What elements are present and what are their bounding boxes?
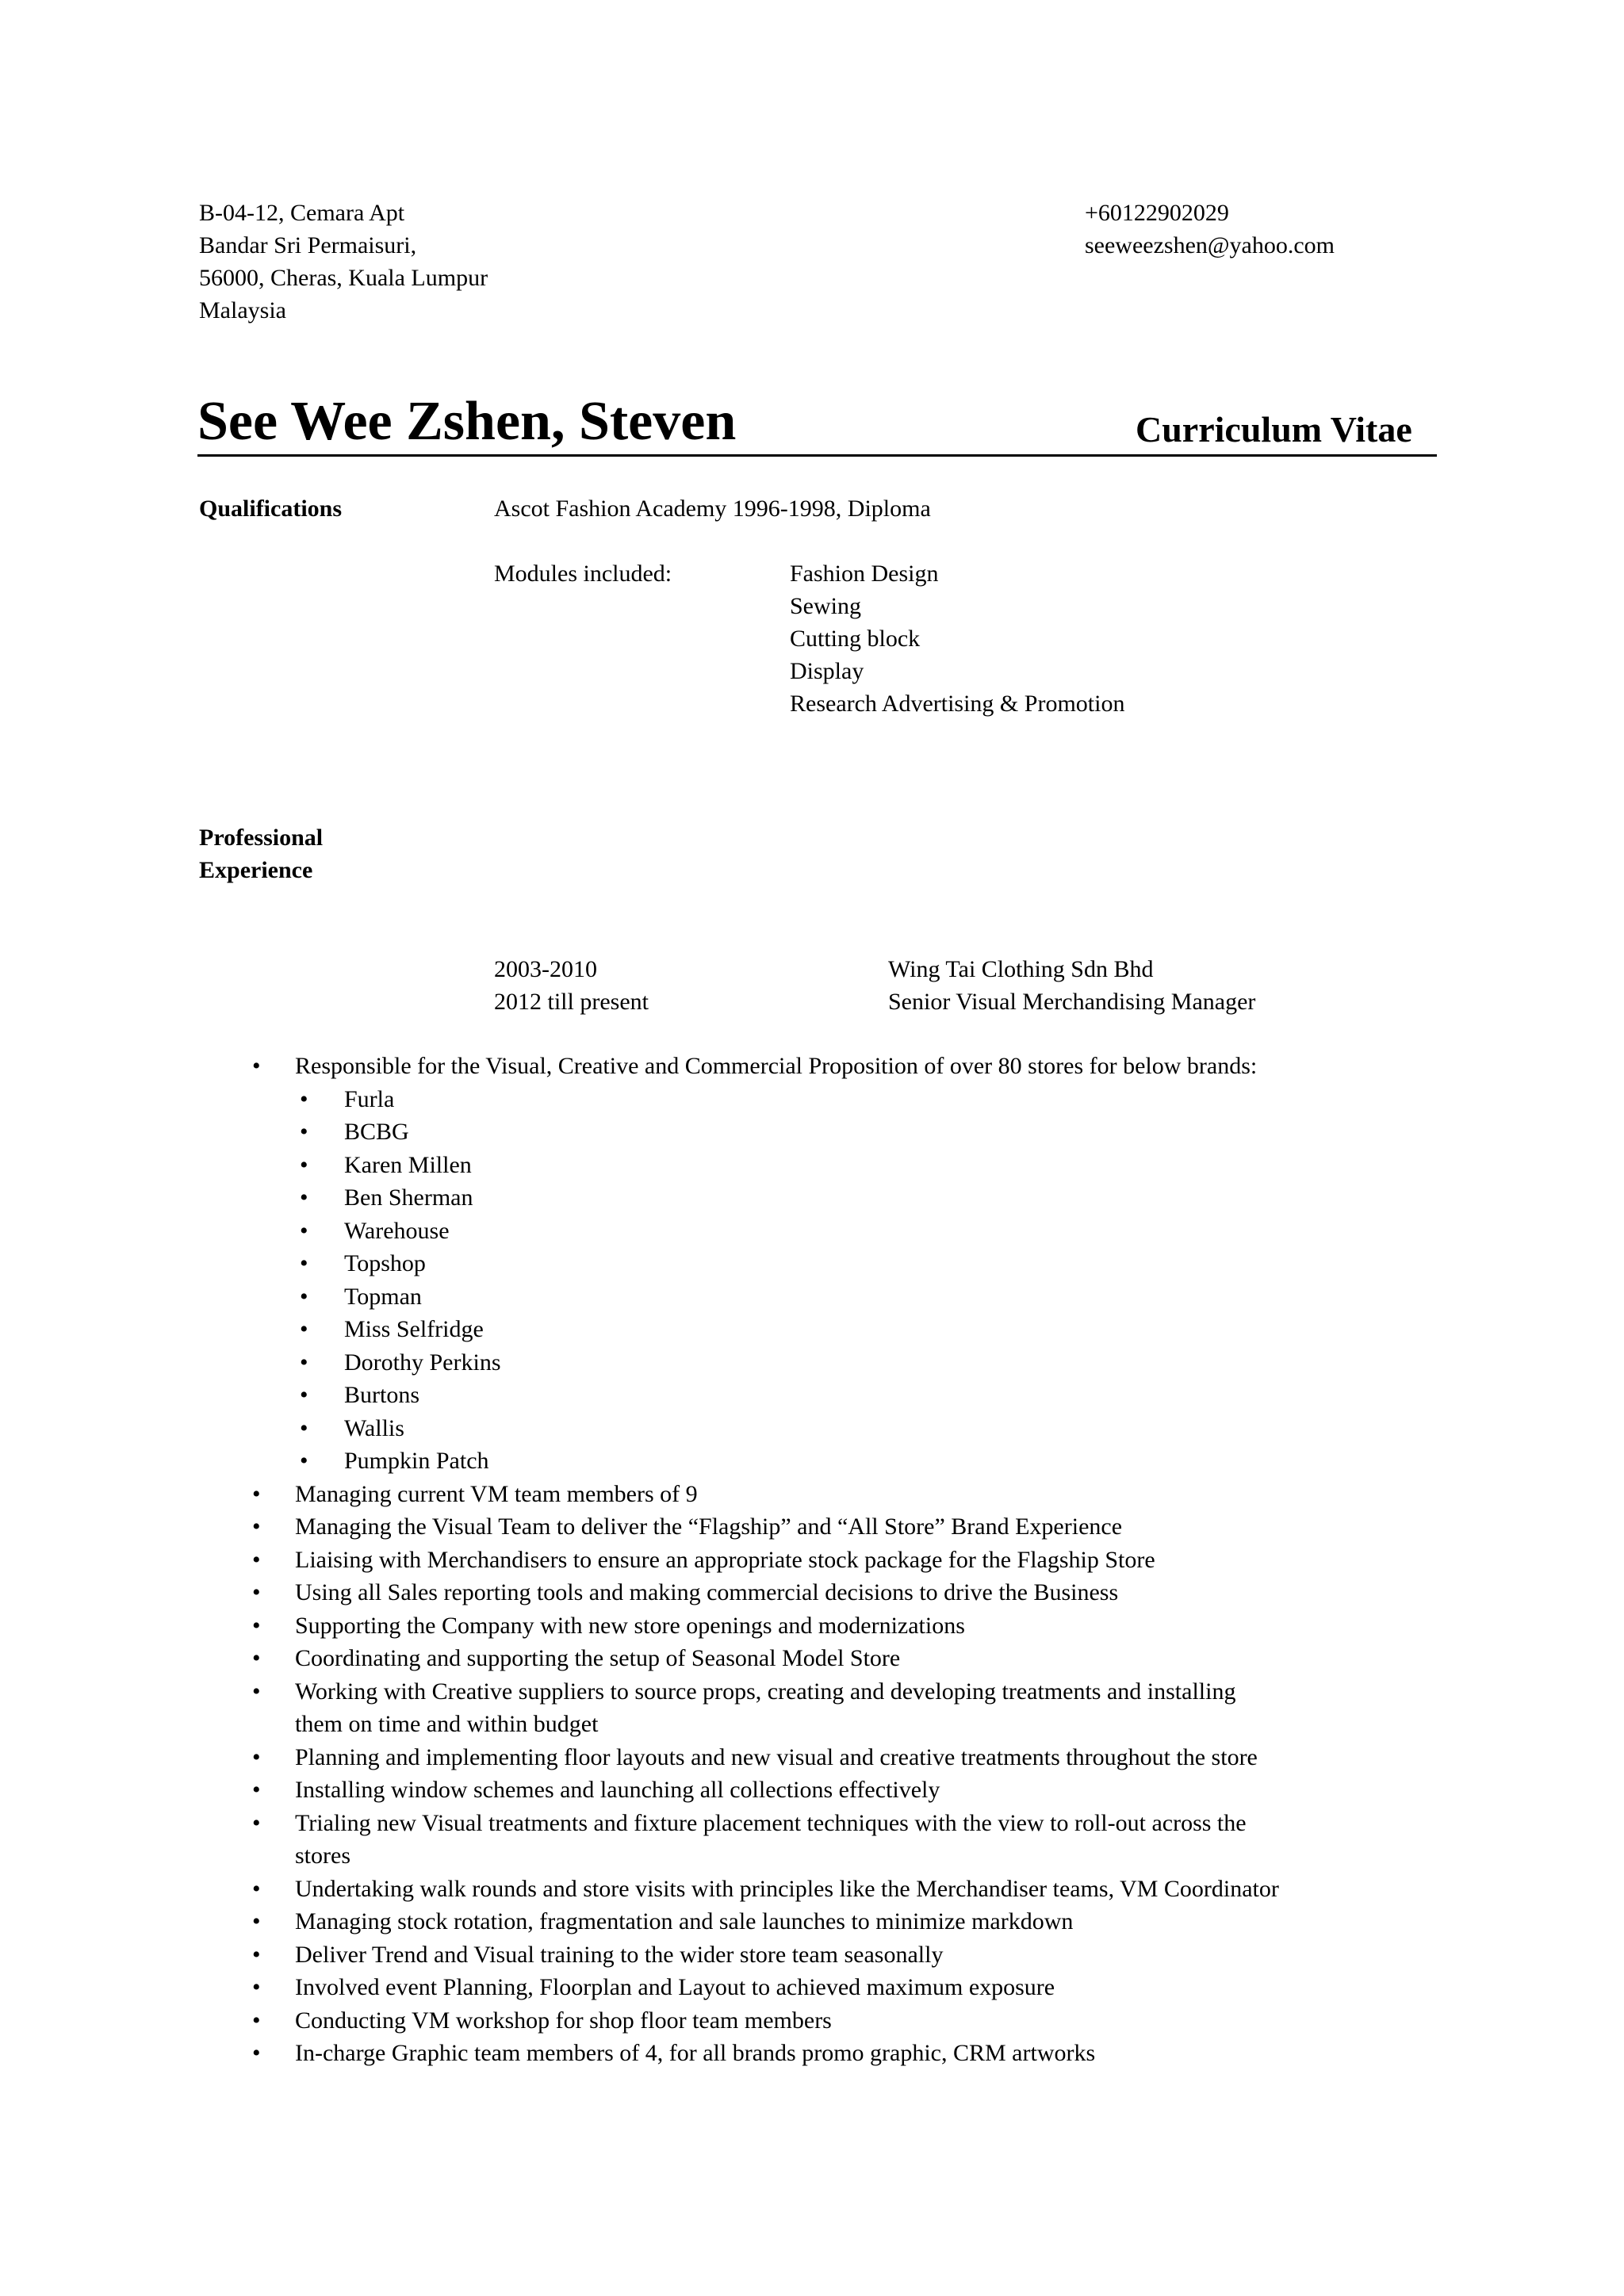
- bullet-text: Coordinating and supporting the setup of Seasonal Model Store: [295, 1645, 901, 1671]
- bullet-icon: •: [300, 1085, 308, 1112]
- bullet-icon: •: [300, 1250, 308, 1276]
- bullet-text: Topman: [344, 1283, 422, 1310]
- brand-list-item: [0, 1115, 1624, 1149]
- bullet-icon: •: [252, 2040, 261, 2066]
- responsibility-item: [0, 1510, 1624, 1544]
- responsibility-item: [0, 1609, 1624, 1643]
- bullet-icon: •: [252, 1678, 261, 1705]
- bullet-text: Pumpkin Patch: [344, 1448, 489, 1474]
- bullet-text: Working with Creative suppliers to source props, creating and developing treatments and installing: [295, 1678, 1236, 1705]
- bullet-icon: •: [300, 1184, 308, 1211]
- bullet-icon: •: [252, 1579, 261, 1605]
- bullet-text: Topshop: [344, 1250, 426, 1276]
- responsibility-item: [0, 1873, 1624, 1906]
- responsibility-item: [0, 1642, 1624, 1675]
- bullet-icon: •: [300, 1316, 308, 1342]
- phone-number: +60122902029: [1085, 200, 1229, 226]
- bullet-icon: •: [300, 1382, 308, 1408]
- brand-list-item: [0, 1083, 1624, 1116]
- bullet-icon: •: [252, 1743, 261, 1770]
- bullet-icon: •: [300, 1448, 308, 1474]
- responsibility-item: [0, 1971, 1624, 2004]
- experience-heading-line-1: Professional: [199, 825, 324, 851]
- module-item: Display: [790, 658, 864, 684]
- qualification-entry: Ascot Fashion Academy 1996-1998, Diploma: [494, 496, 931, 522]
- module-item: Research Advertising & Promotion: [790, 691, 1125, 717]
- responsibility-item: [0, 1774, 1624, 1807]
- brand-list-item: [0, 1412, 1624, 1445]
- experience-year: 2003-2010: [494, 956, 597, 982]
- brand-list-item: [0, 1149, 1624, 1182]
- responsibility-item: [0, 2004, 1624, 2038]
- bullet-text: Involved event Planning, Floorplan and Layout to achieved maximum exposure: [295, 1974, 1055, 2000]
- responsibility-item: [0, 1938, 1624, 1972]
- bullet-text: Warehouse: [344, 1217, 450, 1244]
- bullet-icon: •: [252, 1480, 261, 1507]
- bullet-icon: •: [300, 1283, 308, 1310]
- brand-list-item: [0, 1181, 1624, 1215]
- bullet-text: Trialing new Visual treatments and fixture placement techniques with the view to roll-out across the: [295, 1809, 1247, 1836]
- bullet-text: Installing window schemes and launching all collections effectively: [295, 1777, 940, 1803]
- experience-company: Wing Tai Clothing Sdn Bhd: [888, 956, 1154, 982]
- experience-heading-line-2: Experience: [199, 857, 313, 883]
- bullet-icon: •: [300, 1119, 308, 1145]
- bullet-text: Conducting VM workshop for shop floor team members: [295, 2007, 832, 2034]
- bullet-icon: •: [300, 1151, 308, 1178]
- bullet-icon: •: [252, 1053, 261, 1079]
- bullet-text: Managing stock rotation, fragmentation and sale launches to minimize markdown: [295, 1908, 1074, 1934]
- responsibility-item: [0, 1741, 1624, 1774]
- responsibility-item: [0, 2037, 1624, 2070]
- responsibility-item: [0, 1050, 1624, 1083]
- responsibility-item: [0, 1807, 1624, 1840]
- bullet-text: BCBG: [344, 1119, 409, 1145]
- bullet-icon: •: [252, 1875, 261, 1902]
- candidate-name: See Wee Zshen, Steven: [197, 391, 737, 452]
- qualifications-heading: Qualifications: [199, 496, 343, 522]
- bullet-icon: •: [252, 1941, 261, 1968]
- bullet-icon: •: [252, 1513, 261, 1540]
- bullet-icon: •: [252, 1612, 261, 1639]
- brand-list-item: [0, 1379, 1624, 1412]
- address-line-1: B-04-12, Cemara Apt: [199, 200, 405, 226]
- bullet-text: Managing the Visual Team to deliver the “Flagship” and “All Store” Brand Experience: [295, 1513, 1123, 1540]
- experience-years: [494, 953, 649, 1018]
- bullet-text: Burtons: [344, 1382, 420, 1408]
- brand-list-item: [0, 1346, 1624, 1380]
- address-line-3: 56000, Cheras, Kuala Lumpur: [199, 265, 488, 291]
- bullet-icon: •: [252, 1777, 261, 1803]
- bullet-text: stores: [295, 1843, 350, 1869]
- brand-list-item: [0, 1313, 1624, 1346]
- responsibility-item: [0, 1478, 1624, 1511]
- bullet-icon: •: [252, 2007, 261, 2034]
- brand-list-item: [0, 1280, 1624, 1314]
- bullet-icon: •: [252, 1809, 261, 1836]
- bullet-text: Wallis: [344, 1414, 404, 1441]
- brand-list-item: [0, 1215, 1624, 1248]
- bullet-icon: •: [252, 1908, 261, 1934]
- module-item: Fashion Design: [790, 561, 939, 587]
- bullet-text: Liaising with Merchandisers to ensure an appropriate stock package for the Flagship Store: [295, 1546, 1155, 1573]
- experience-year: 2012 till present: [494, 989, 649, 1015]
- bullet-text: Deliver Trend and Visual training to the wider store team seasonally: [295, 1941, 944, 1968]
- bullet-text: In-charge Graphic team members of 4, for all brands promo graphic, CRM artworks: [295, 2040, 1096, 2066]
- bullet-text: Managing current VM team members of 9: [295, 1480, 698, 1507]
- address-block: [199, 197, 488, 327]
- modules-label: Modules included:: [494, 561, 672, 587]
- responsibility-item: [0, 1544, 1624, 1577]
- bullet-text: Supporting the Company with new store openings and modernizations: [295, 1612, 965, 1639]
- bullet-text: Undertaking walk rounds and store visits with principles like the Merchandiser teams, VM Coordinator: [295, 1875, 1279, 1902]
- bullet-text: Responsible for the Visual, Creative and Commercial Proposition of over 80 stores for below brands:: [295, 1053, 1258, 1079]
- responsibility-item: [0, 1576, 1624, 1609]
- document-title: Curriculum Vitae: [1136, 409, 1412, 450]
- module-item: Sewing: [790, 593, 861, 619]
- experience-heading: [199, 821, 323, 886]
- address-line-4: Malaysia: [199, 297, 286, 323]
- brand-list-item: [0, 1247, 1624, 1280]
- responsibility-item: [0, 1708, 1624, 1741]
- bullet-text: them on time and within budget: [295, 1711, 599, 1737]
- bullet-icon: •: [252, 1645, 261, 1671]
- experience-position: Senior Visual Merchandising Manager: [888, 989, 1256, 1015]
- bullet-text: Ben Sherman: [344, 1184, 473, 1211]
- bullet-text: Dorothy Perkins: [344, 1349, 501, 1376]
- bullet-text: Karen Millen: [344, 1151, 472, 1178]
- bullet-text: Miss Selfridge: [344, 1316, 484, 1342]
- modules-list: [790, 557, 1124, 720]
- experience-roles: [888, 953, 1255, 1018]
- responsibilities-list: [0, 1050, 1624, 2070]
- bullet-icon: •: [300, 1349, 308, 1376]
- bullet-text: Planning and implementing floor layouts and new visual and creative treatments throughout the store: [295, 1743, 1258, 1770]
- brand-list-item: [0, 1445, 1624, 1478]
- bullet-icon: •: [300, 1217, 308, 1244]
- module-item: Cutting block: [790, 626, 921, 652]
- contact-block: [1085, 197, 1335, 262]
- bullet-icon: •: [300, 1414, 308, 1441]
- address-line-2: Bandar Sri Permaisuri,: [199, 232, 417, 258]
- bullet-icon: •: [252, 1546, 261, 1573]
- email-address[interactable]: seeweezshen@yahoo.com: [1085, 232, 1335, 258]
- bullet-text: Furla: [344, 1085, 395, 1112]
- responsibility-item: [0, 1675, 1624, 1709]
- bullet-text: Using all Sales reporting tools and making commercial decisions to drive the Business: [295, 1579, 1119, 1605]
- responsibility-item: [0, 1905, 1624, 1938]
- responsibility-item: [0, 1839, 1624, 1873]
- header-divider: [197, 454, 1437, 457]
- bullet-icon: •: [252, 1974, 261, 2000]
